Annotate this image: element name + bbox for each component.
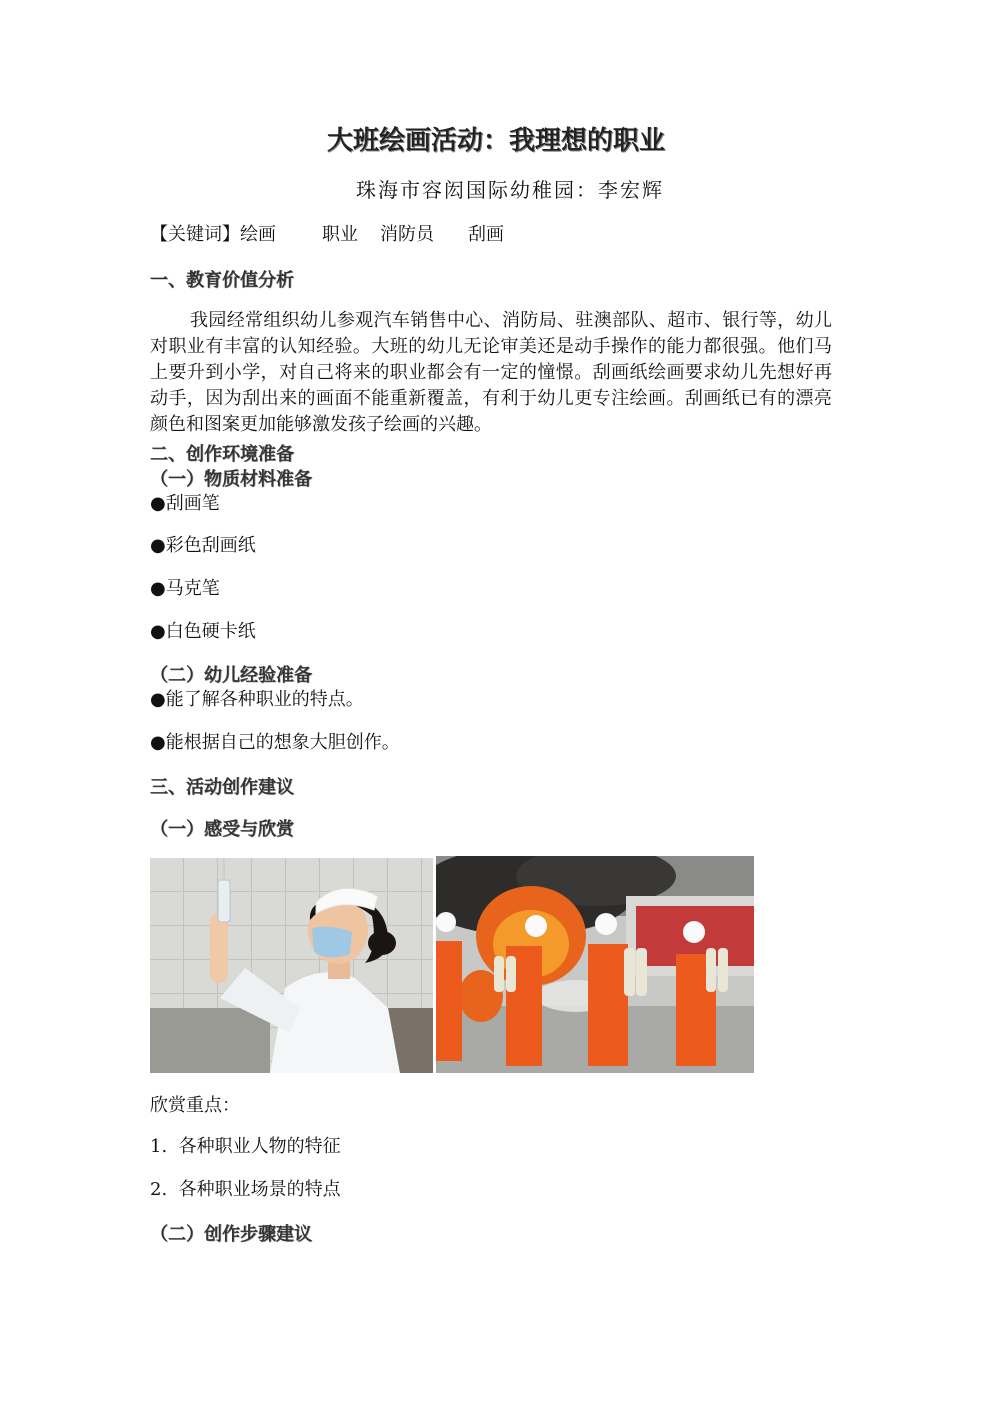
section-heading-2: 二、创作环境准备 [150,444,294,465]
subheading-experience: （二）幼儿经验准备 [150,665,312,686]
subheading-appreciation: （一）感受与欣赏 [150,819,294,840]
value-analysis-paragraph: 我园经常组织幼儿参观汽车销售中心、消防局、驻澳部队、超市、银行等，幼儿对职业有丰富的认知经验。大班的幼儿无论审美还是动手操作的能力都很强。他们马上要升到小学，对自己将来的职业都会有一定的憧憬。刮画纸绘画要求幼儿先想好再动手，因为刮出来的画面不能重新覆盖，有利于幼儿更专注绘画。刮画纸已有的漂亮颜色和图案更加能够激发孩子绘画的兴趣。 [150,310,832,435]
keyword-item: 职业 [322,224,358,245]
firefighter-photo [436,856,754,1073]
keyword-item: 消防员 [380,224,434,245]
material-item: ●刮画笔 [150,493,220,514]
experience-item: ●能了解各种职业的特点。 [150,689,364,710]
material-item: ●彩色刮画纸 [150,535,256,556]
subheading-materials: （一）物质材料准备 [150,469,312,490]
keyword-item: 刮画 [468,224,504,245]
material-item: ●白色硬卡纸 [150,621,256,642]
nurse-photo [150,858,433,1073]
material-item: ●马克笔 [150,578,220,599]
author-line: 珠海市容闳国际幼稚园：李宏辉 [356,178,664,202]
appreciation-point: 1. 各种职业人物的特征 [150,1136,341,1157]
section-heading-3: 三、活动创作建议 [150,777,294,798]
subheading-steps: （二）创作步骤建议 [150,1224,312,1245]
keywords-line [150,222,504,248]
appreciation-point: 2. 各种职业场景的特点 [150,1179,341,1200]
keyword-item: 绘画 [240,224,276,245]
page-title: 大班绘画活动：我理想的职业 [326,126,665,156]
keywords-label: 【关键词】 [150,224,240,245]
experience-item: ●能根据自己的想象大胆创作。 [150,732,400,753]
appreciation-label: 欣赏重点： [150,1095,240,1116]
section-heading-1: 一、教育价值分析 [150,270,294,291]
